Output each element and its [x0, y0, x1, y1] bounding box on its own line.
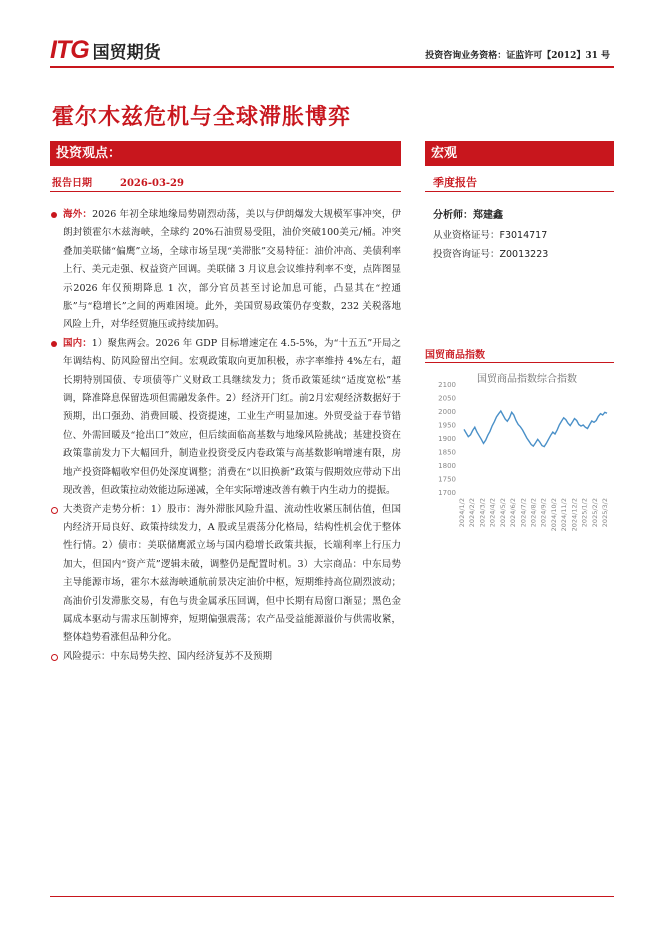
chart-section-divider	[425, 362, 614, 363]
domestic-text: 1）聚焦两会。2026 年 GDP 目标增速定在 4.5-5%，为“十五五”开局之年调结构、防风险留出空间。宏观政策取向更加积极，赤字率维持 4%左右，超长期特别国债、专项债等广义财政工具继续发力；货币政策延续“适度宽松”基调，降准降息保留选项但需融发条件。2）经济开门红。前2月宏观经济数据好于预期，出口强劲、消费回暖、投资提速，工业生产明显加速。外贸受益于春节错位、外需回暖及“抢出口”效应，但后续面临高基数与地缘风险挑战；基建投资在政策靠前发力下大幅回升，制造业投资受反内卷政策与高基数影响增速有限，房地产投资降幅收窄但仍处深度调整；消费在“以旧换新”政策与假期效应带动下出现改善，但政策拉动效能边际递减，全年实际增速改善有赖于内生动力的提振。	[63, 337, 401, 497]
analyst-name: 分析师：郑建鑫	[433, 210, 503, 221]
x-tick-label: 2024/10/2	[549, 498, 558, 532]
y-tick-label: 1700	[438, 489, 456, 497]
consult-cert: 投资咨询证号：Z0013223	[433, 249, 549, 260]
domestic-label: 国内：	[63, 337, 92, 349]
practice-cert: 从业资格证号：F3014717	[433, 230, 548, 241]
assets-text: 大类资产走势分析：1）股市：海外滞胀风险升温、流动性收紧压制估值，但国内经济开局良好、政策持续发力，A 股或呈震荡分化格局，结构性机会优于整体性行情。2）债市：美联储鹰派立场与国内稳增长政策共振，长端利率上行压力加大，但国内“资产荒”逻辑未破，调整仍是配置时机。3）大宗商品：中东局势主导能源市场，霍尔木兹海峡通航前景决定油价中枢，短期维持高位剧烈波动；高油价引发滞胀交易，有色与贵金属承压回调，但中长期有局窗口渐显；黑色金属成本驱动与需求压制博弈，短期偏强震荡；农产品受益能源溢价与供需收紧，整体趋势看涨但品种分化。	[63, 503, 401, 644]
y-tick-label: 2050	[438, 394, 456, 403]
logo-cn: 国贸期货	[92, 43, 161, 63]
x-tick-label: 2024/2/2	[468, 498, 477, 528]
company-logo	[50, 36, 161, 65]
report-date-row	[52, 174, 212, 189]
x-tick-label: 2024/4/2	[488, 498, 497, 528]
investment-view-bar: 投资观点：	[50, 141, 401, 166]
assets-bullet	[50, 501, 401, 648]
x-tick-label: 2024/5/2	[498, 498, 507, 528]
y-tick-label: 1950	[438, 421, 456, 430]
chart-title: 国贸商品指数综合指数	[477, 374, 577, 385]
bullet-dot-icon	[51, 212, 57, 218]
x-tick-label: 2024/3/2	[478, 498, 487, 528]
x-tick-label: 2024/1/2	[458, 498, 466, 528]
header-divider	[50, 66, 614, 68]
risk-bullet	[50, 648, 401, 666]
macro-bar: 宏观	[425, 141, 614, 166]
overseas-bullet	[50, 206, 401, 335]
y-tick-label: 2000	[438, 408, 456, 416]
y-tick-label: 1800	[438, 462, 456, 470]
bullet-dot-icon	[51, 341, 57, 347]
y-tick-label: 2100	[438, 381, 456, 389]
report-date-value: 2026-03-29	[120, 178, 184, 189]
right-thin-divider	[425, 191, 614, 192]
bullet-hollow-icon	[51, 654, 58, 661]
chart-section-title: 国贸商品指数	[425, 350, 485, 361]
x-tick-label: 2024/8/2	[529, 498, 538, 528]
report-date-label: 报告日期	[52, 178, 92, 189]
x-tick-label: 2025/3/2	[601, 498, 609, 528]
footer-divider	[50, 896, 614, 897]
risk-text: 风险提示：中东局势失控、国内经济复苏不及预期	[63, 650, 273, 662]
x-tick-label: 2024/12/2	[570, 498, 579, 532]
x-tick-label: 2024/9/2	[539, 498, 548, 528]
left-thin-divider	[50, 191, 401, 192]
report-title: 霍尔木兹危机与全球滞胀博弈	[52, 104, 352, 130]
investment-view-content	[50, 206, 401, 666]
report-type: 季度报告	[433, 176, 477, 189]
series-line	[464, 411, 607, 447]
y-tick-label: 1750	[438, 475, 456, 484]
y-tick-label: 1850	[438, 448, 456, 457]
x-tick-label: 2024/11/2	[560, 498, 569, 532]
y-tick-label: 1900	[438, 435, 456, 443]
license-text: 投资咨询业务资格：证监许可【2012】31 号	[425, 51, 610, 61]
x-tick-label: 2025/1/2	[580, 498, 589, 528]
commodity-index-chart	[425, 366, 614, 550]
x-tick-label: 2024/7/2	[519, 498, 528, 528]
x-tick-label: 2025/2/2	[590, 498, 599, 528]
domestic-bullet	[50, 335, 401, 501]
logo-itg: ITG	[50, 36, 89, 64]
overseas-label: 海外：	[63, 209, 93, 220]
x-tick-label: 2024/6/2	[509, 498, 518, 528]
bullet-hollow-icon	[51, 507, 58, 514]
overseas-text: 2026 年初全球地缘局势剧烈动荡，美以与伊朗爆发大规模军事冲突，伊朗封锁霍尔木兹海峡，全球约 20%石油贸易受阻，油价突破100美元/桶。冲突叠加美联储“偏鹰”立场，全球市场呈现“美滞胀”交易特征：油价冲高、美债利率上行、美元走强、权益资产回调。美联储 3 月议息会议维持利率不变，点阵图显示2026 年仅预期降息 1 次，部分官员甚至讨论加息可能，凸显其在“控通胀”与“稳增长”之间的两难困境。此外，美国贸易政策仍存变数，232 关税落地风险上升，对华经贸施压或持续加码。	[63, 209, 401, 331]
